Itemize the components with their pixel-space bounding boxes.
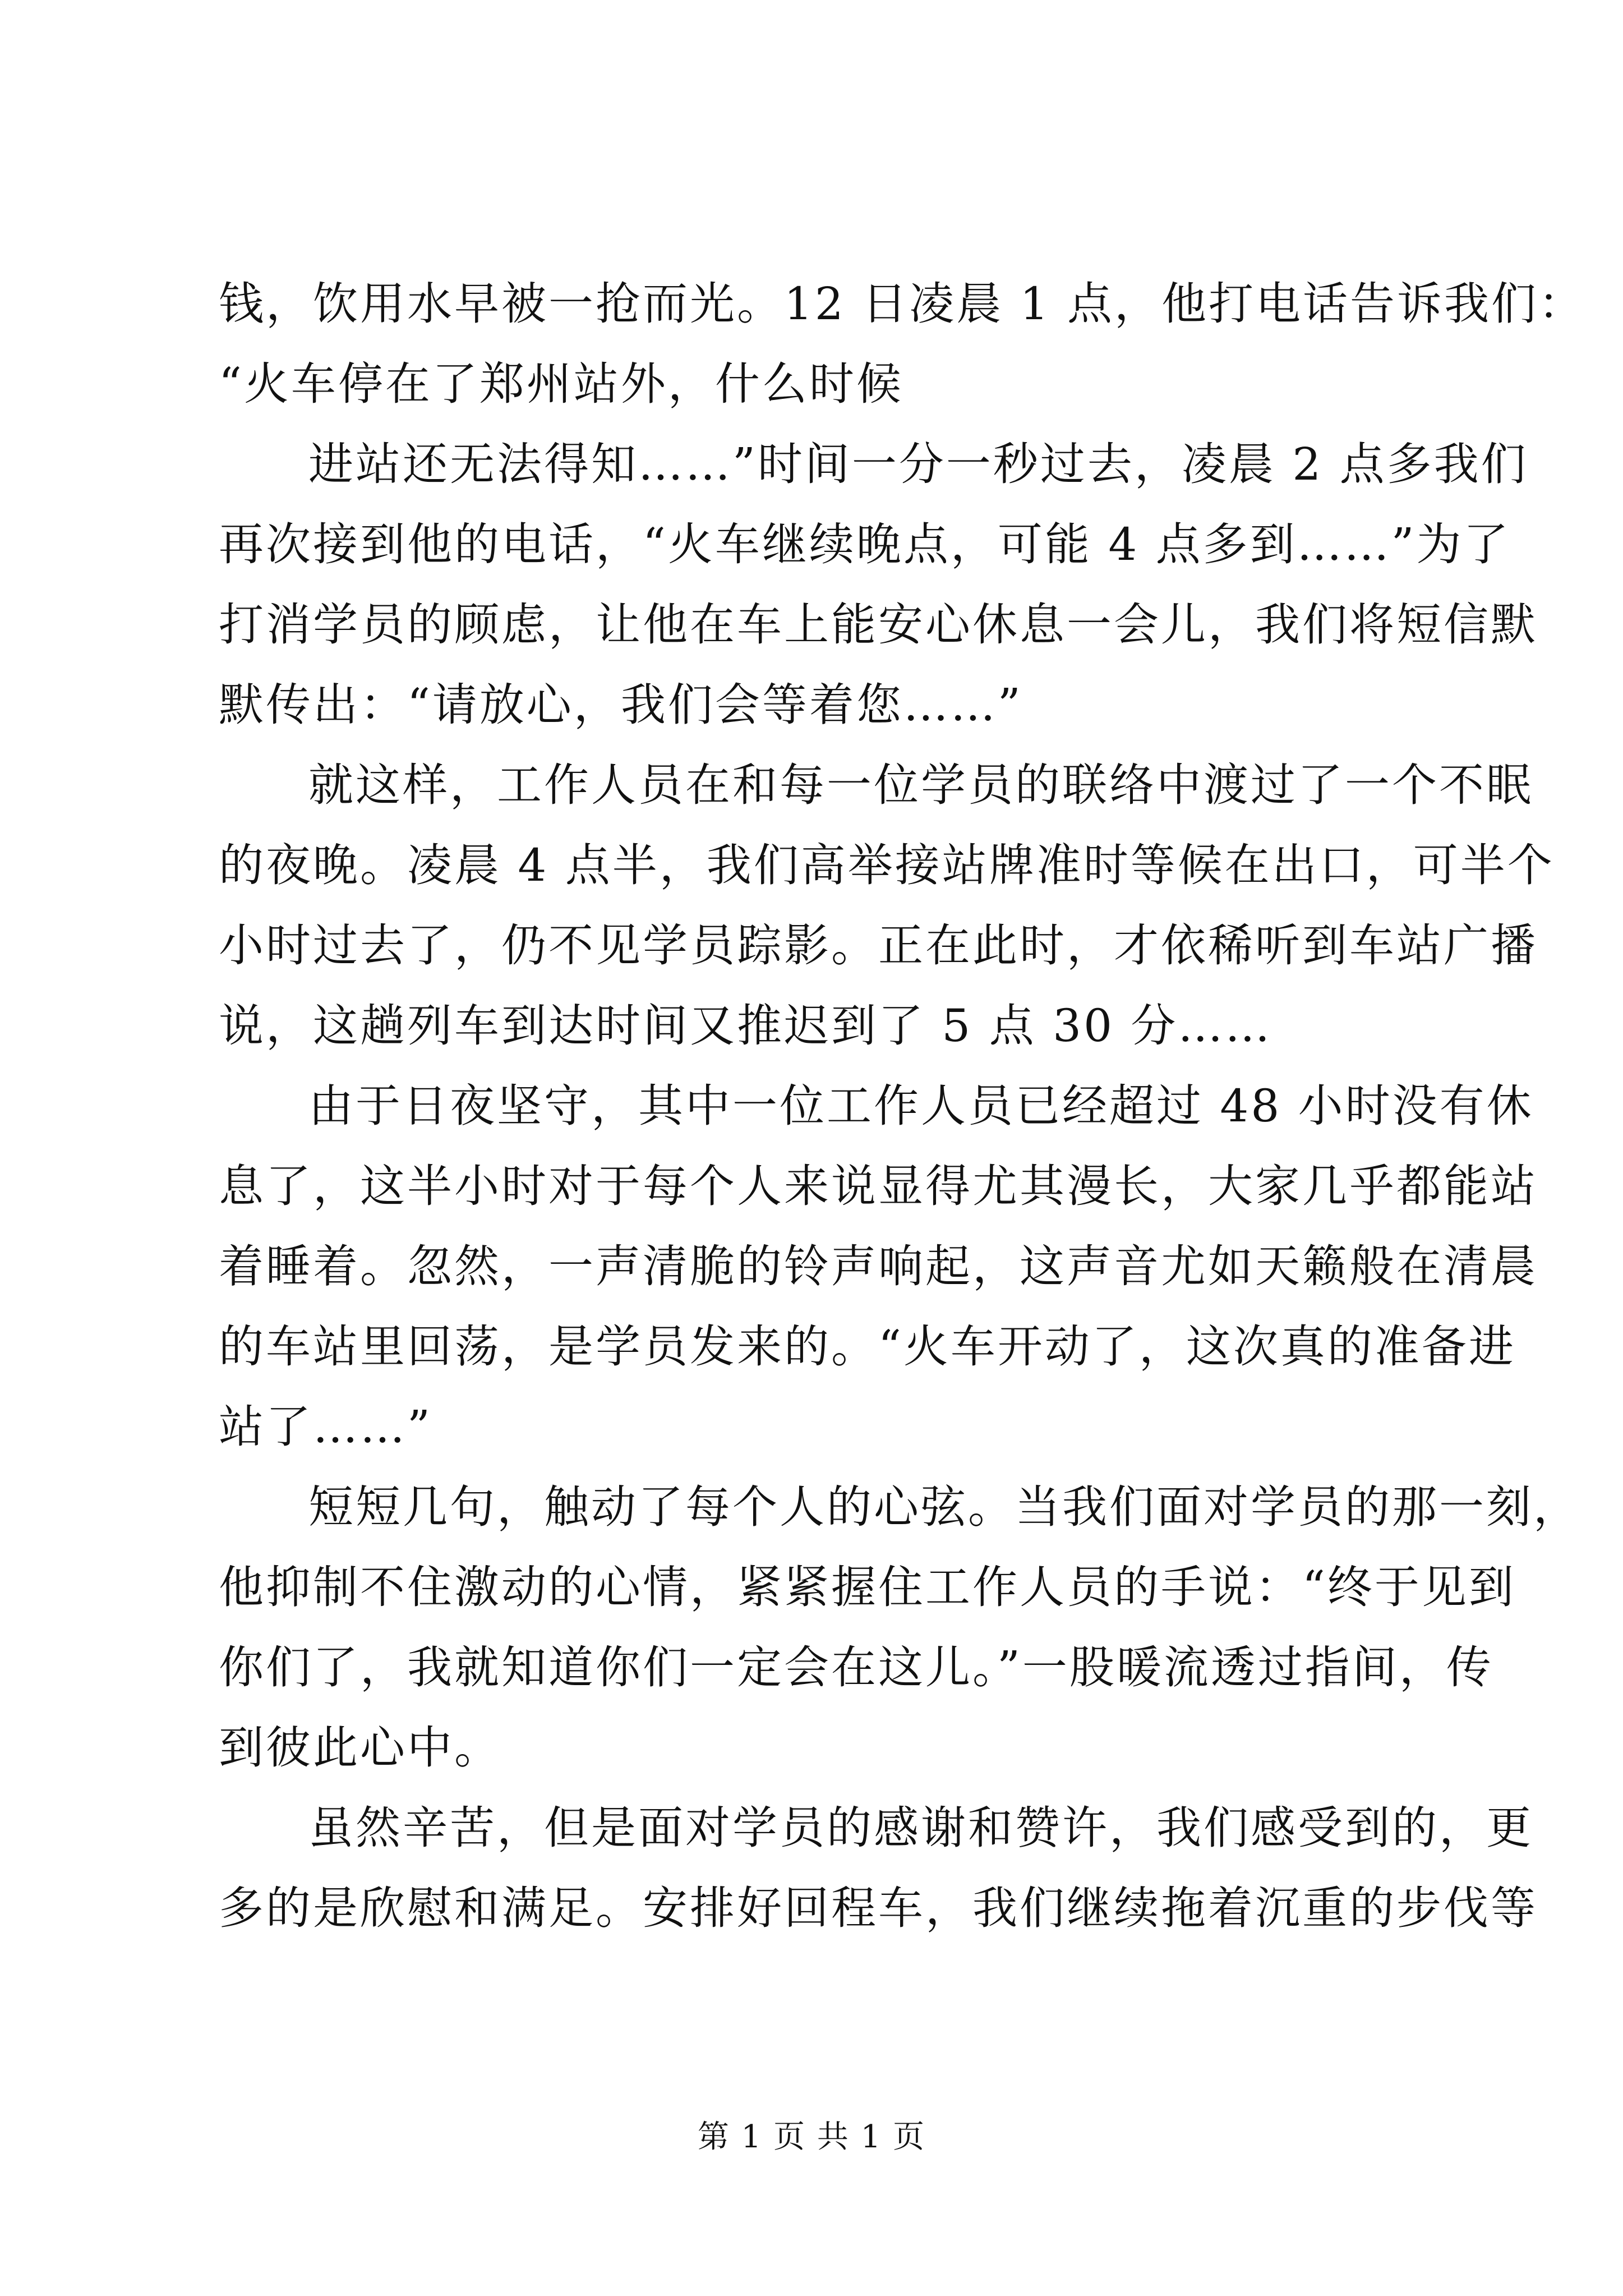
text-line: 到彼此心中。 <box>219 1722 501 1774</box>
page-footer: 第 1 页 共 1 页 <box>697 2119 926 2155</box>
text-line: 小时过去了，仍不见学员踪影。正在此时，才依稀听到车站广播 <box>219 919 1538 972</box>
paragraph-start-line: 短短几句，触动了每个人的心弦。当我们面对学员的那一刻， <box>308 1481 1580 1533</box>
text-line: 着睡着。忽然，一声清脆的铃声响起，这声音尤如天籁般在清晨 <box>219 1240 1538 1292</box>
text-line: “火车停在了郑州站外，什么时候 <box>219 358 903 410</box>
document-body <box>219 264 1585 1948</box>
text-line: 你们了，我就知道你们一定会在这儿。”一股暖流透过指间，传 <box>219 1641 1493 1694</box>
text-line: 多的是欣慰和满足。安排好回程车，我们继续拖着沉重的步伐等 <box>219 1882 1538 1934</box>
paragraph-start-line: 由于日夜坚守，其中一位工作人员已经超过 48 小时没有休 <box>308 1080 1534 1132</box>
text-line: 默传出：“请放心，我们会等着您……” <box>219 679 1023 731</box>
paragraph-start-line: 进站还无法得知……”时间一分一秒过去，凌晨 2 点多我们 <box>308 438 1528 490</box>
text-line: 息了，这半小时对于每个人来说显得尤其漫长，大家几乎都能站 <box>219 1160 1538 1212</box>
text-line: 打消学员的顾虑，让他在车上能安心休息一会儿，我们将短信默 <box>219 599 1538 651</box>
text-line: 钱，饮用水早被一抢而光。12 日凌晨 1 点，他打电话告诉我们： <box>219 278 1585 330</box>
text-line: 再次接到他的电话，“火车继续晚点，可能 4 点多到……”为了 <box>219 518 1511 570</box>
text-line: 他抑制不住激动的心情，紧紧握住工作人员的手说：“终于见到 <box>219 1561 1516 1613</box>
paragraph-start-line: 就这样，工作人员在和每一位学员的联络中渡过了一个不眠 <box>308 759 1533 811</box>
paragraph-start-line: 虽然辛苦，但是面对学员的感谢和赞许，我们感受到的，更 <box>308 1802 1533 1854</box>
text-line: 的车站里回荡，是学员发来的。“火车开动了，这次真的准备进 <box>219 1320 1516 1373</box>
text-line: 说，这趟列车到达时间又推迟到了 5 点 30 分…… <box>219 1000 1272 1052</box>
text-line: 站了……” <box>219 1401 432 1453</box>
text-line: 的夜晚。凌晨 4 点半，我们高举接站牌准时等候在出口，可半个 <box>219 839 1555 891</box>
